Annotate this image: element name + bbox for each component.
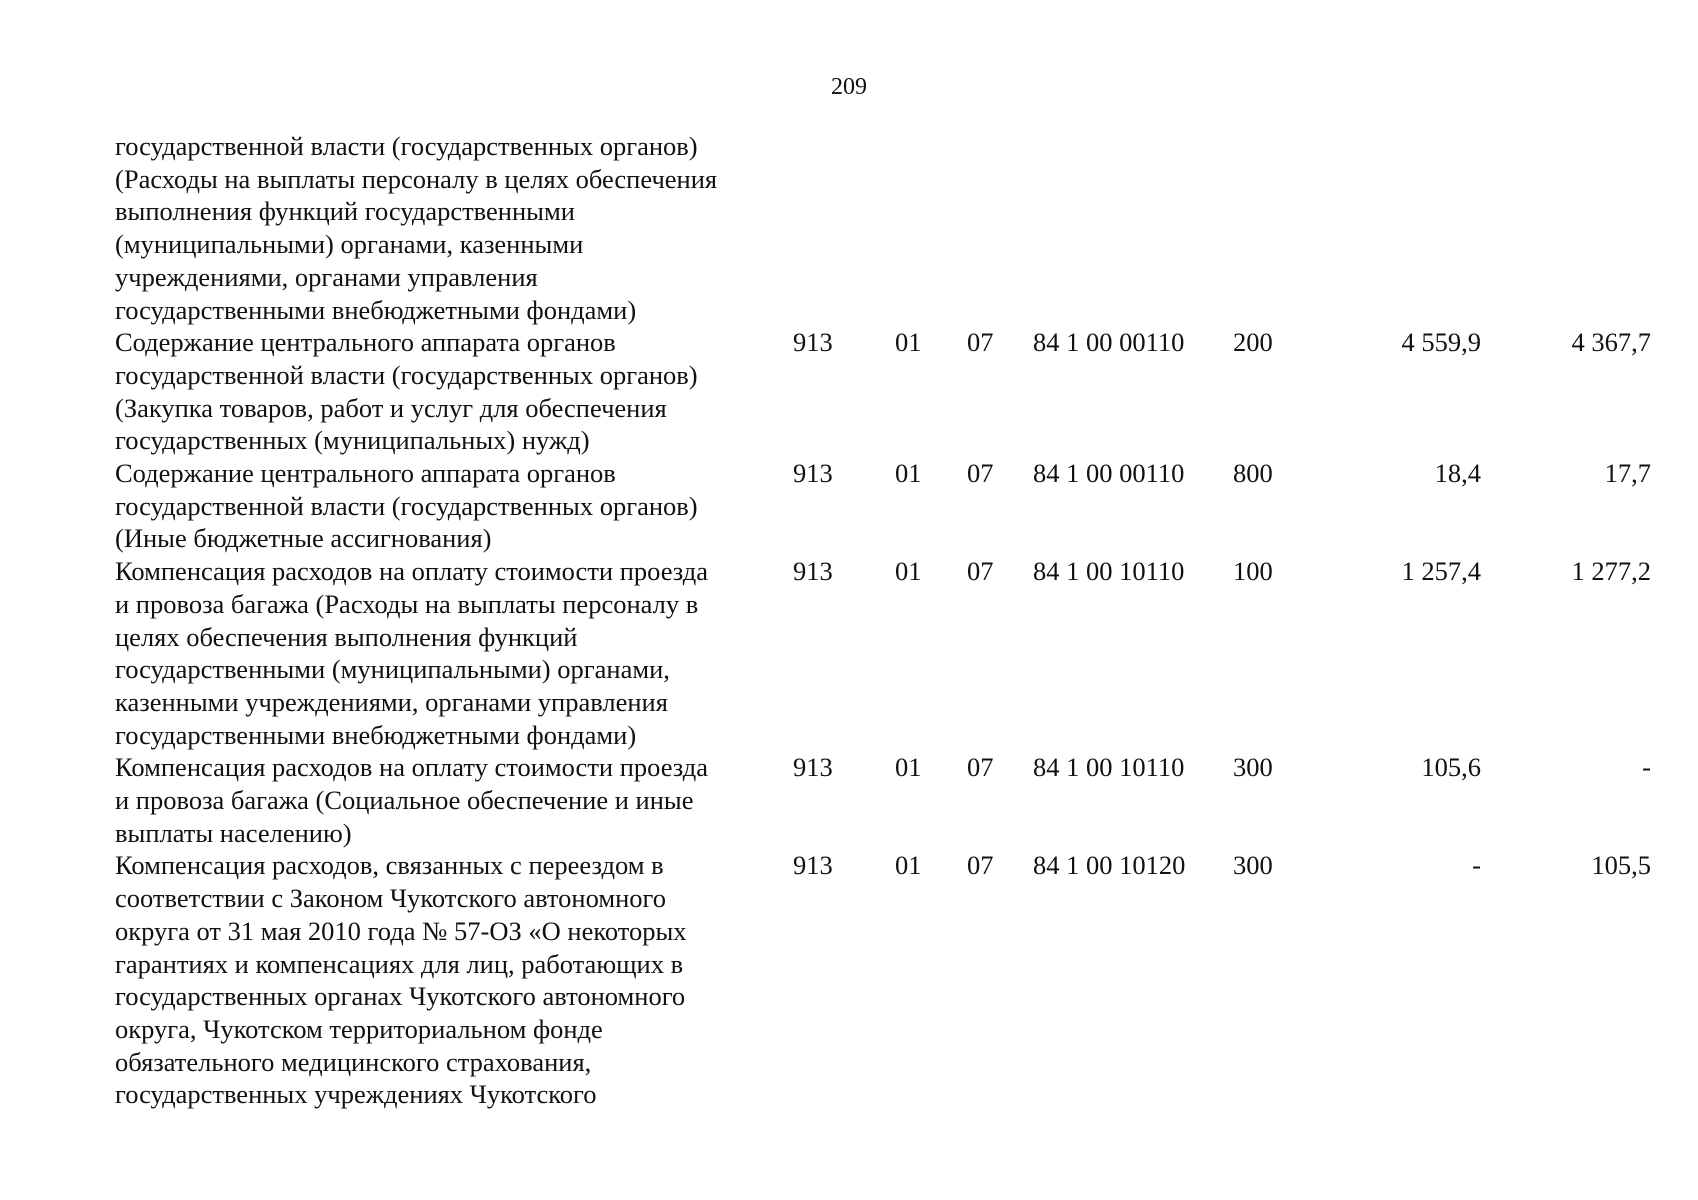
page-number: 209 [831, 74, 867, 100]
section-code: 01 [895, 458, 922, 489]
table-row [115, 130, 1651, 326]
target-article-code: 84 1 00 10110 [1033, 752, 1185, 783]
subsection-code [967, 130, 1033, 326]
table-row [115, 751, 1651, 849]
section-code: 01 [895, 850, 922, 881]
subsection-code: 07 [967, 752, 994, 783]
table-row [115, 849, 1651, 1111]
sum-second-year: - [1642, 752, 1651, 783]
target-article-code: 84 1 00 10120 [1033, 850, 1186, 881]
target-article-code [1033, 130, 1233, 326]
row-description: Компенсация расходов на оплату стоимости проезда и провоза багажа (Расходы на выплаты персоналу в целях обеспечения выполнения функций государственными (муниципальными) органами, казенными учреждениями, органами управления государственными внебюджетными фондами) [115, 556, 709, 750]
ministry-code: 913 [793, 458, 833, 489]
sum-first-year: 18,4 [1434, 458, 1481, 489]
target-article-code: 84 1 00 00110 [1033, 327, 1185, 358]
expense-type-code: 200 [1233, 327, 1273, 358]
sum-first-year [1333, 130, 1481, 326]
table-row [115, 457, 1651, 555]
ministry-code: 913 [793, 850, 833, 881]
ministry-code: 913 [793, 556, 833, 587]
sum-second-year: 1 277,2 [1571, 556, 1651, 587]
ministry-code [793, 130, 895, 326]
expense-type-code: 300 [1233, 850, 1273, 881]
sum-first-year: 105,6 [1421, 752, 1481, 783]
target-article-code: 84 1 00 00110 [1033, 458, 1185, 489]
target-article-code: 84 1 00 10110 [1033, 556, 1185, 587]
subsection-code: 07 [967, 850, 994, 881]
expense-type-code [1233, 130, 1333, 326]
sum-second-year [1481, 130, 1651, 326]
subsection-code: 07 [967, 458, 994, 489]
section-code: 01 [895, 556, 922, 587]
table-row [115, 555, 1651, 751]
budget-table [115, 130, 1651, 1111]
ministry-code: 913 [793, 327, 833, 358]
section-code [895, 130, 967, 326]
section-code: 01 [895, 327, 922, 358]
sum-second-year: 105,5 [1591, 850, 1651, 881]
sum-second-year: 17,7 [1604, 458, 1651, 489]
ministry-code: 913 [793, 752, 833, 783]
sum-first-year: 4 559,9 [1401, 327, 1481, 358]
row-description: государственной власти (государственных органов) (Расходы на выплаты персоналу в целях обеспечения выполнения функций государственными (муниципальными) органами, казенными учреждениями, органами управления государственными внебюджетными фондами) [115, 131, 718, 325]
budget-table-body [115, 130, 1651, 1111]
expense-type-code: 300 [1233, 752, 1273, 783]
subsection-code: 07 [967, 556, 994, 587]
row-description: Компенсация расходов на оплату стоимости проезда и провоза багажа (Социальное обеспечение и иные выплаты населению) [115, 752, 709, 848]
row-description: Компенсация расходов, связанных с переездом в соответствии с Законом Чукотского автономного округа от 31 мая 2010 года № 57-ОЗ «О некоторых гарантиях и компенсациях для лиц, работающих в государственных органах Чукотского автономного округа, Чукотском территориальном фонде обязательного медицинского страхования, государственных учреждениях Чукотского [115, 850, 687, 1110]
sum-first-year: 1 257,4 [1401, 556, 1481, 587]
row-description: Содержание центрального аппарата органов государственной власти (государственных органов) (Иные бюджетные ассигнования) [115, 458, 698, 554]
table-row [115, 326, 1651, 457]
expense-type-code: 800 [1233, 458, 1273, 489]
expense-type-code: 100 [1233, 556, 1273, 587]
sum-second-year: 4 367,7 [1571, 327, 1651, 358]
sum-first-year: - [1472, 850, 1481, 881]
row-description: Содержание центрального аппарата органов государственной власти (государственных органов) (Закупка товаров, работ и услуг для обеспечения государственных (муниципальных) нужд) [115, 327, 698, 456]
subsection-code: 07 [967, 327, 994, 358]
section-code: 01 [895, 752, 922, 783]
